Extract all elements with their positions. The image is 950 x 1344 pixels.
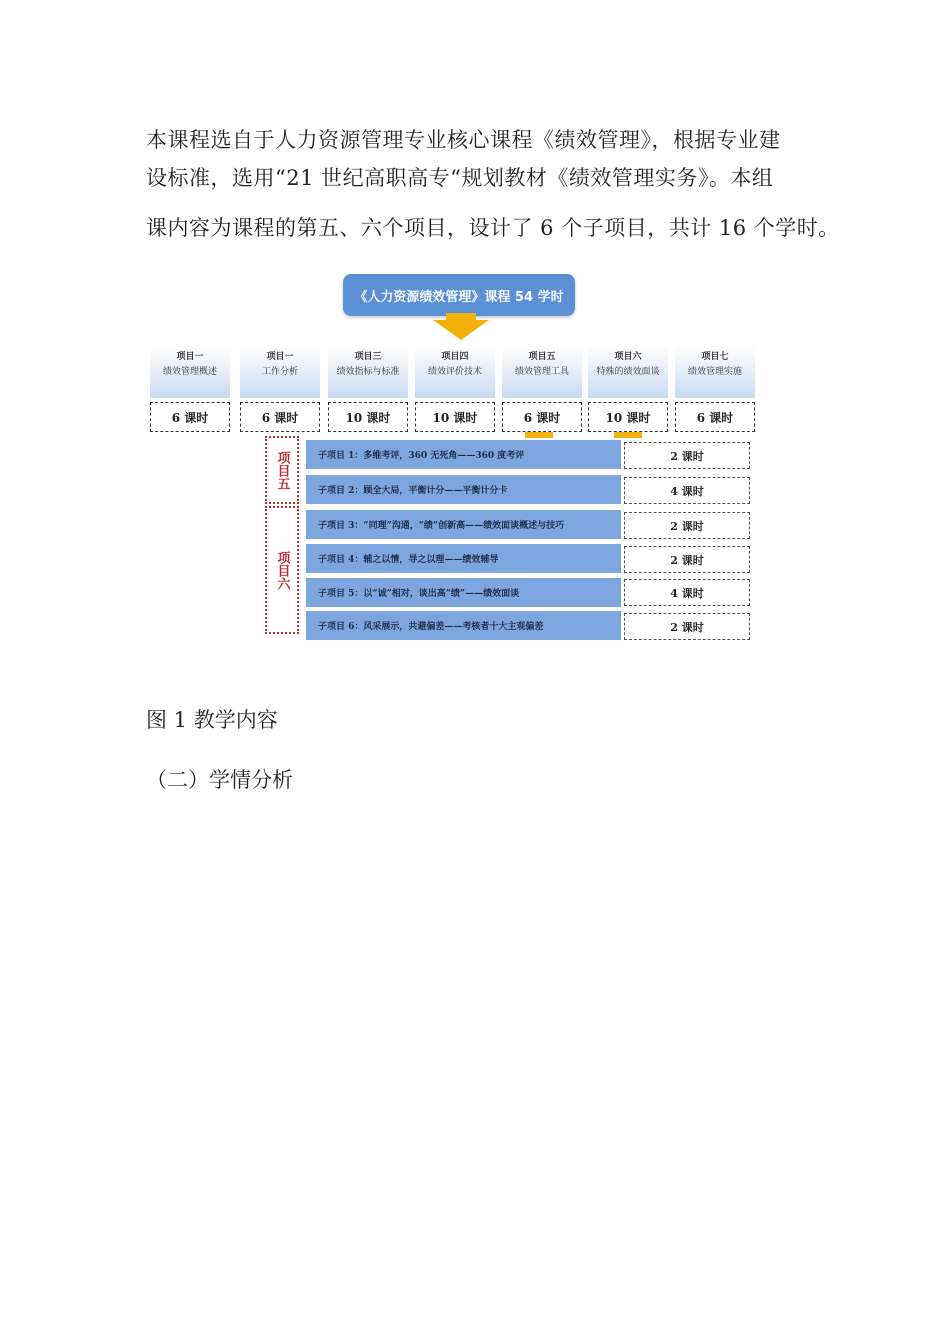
project-hours: 10 课时: [415, 402, 495, 432]
project-card: [415, 346, 495, 398]
paragraph-line: 本课程选自于人力资源管理专业核心课程《绩效管理》，根据专业建: [146, 128, 781, 152]
subproject-row: 子项目 4：辅之以情，导之以理——绩效辅导: [306, 544, 621, 573]
project-card: [328, 346, 408, 398]
subproject-hours: 2 课时: [624, 442, 750, 469]
course-title-box: 《人力资源绩效管理》课程 54 学时: [343, 274, 575, 316]
side-label-text: 项目六: [274, 550, 290, 590]
section-heading: （二）学情分析: [146, 768, 293, 792]
project-desc: 绩效管理概述: [162, 367, 217, 377]
subproject-hours: 2 课时: [624, 546, 750, 573]
subproject-hours: 2 课时: [624, 512, 750, 539]
highlight-marker: [614, 432, 642, 438]
subproject-hours: 2 课时: [624, 613, 750, 640]
project-desc: 绩效指标与标准: [336, 367, 400, 377]
subproject-hours: 4 课时: [624, 579, 750, 606]
figure-caption: 图 1 教学内容: [146, 708, 278, 732]
project-hours: 6 课时: [675, 402, 755, 432]
teaching-content-figure: [148, 268, 758, 643]
project-name: 项目五: [528, 352, 556, 362]
subproject-row: 子项目 2：顾全大局，平衡计分——平衡计分卡: [306, 475, 621, 504]
project-desc: 工作分析: [261, 367, 298, 377]
project-name: 项目七: [701, 352, 729, 362]
paragraph-line: 课内容为课程的第五、六个项目，设计了 6 个子项目，共计 16 个学时。: [146, 216, 840, 240]
project-desc: 绩效管理实施: [687, 367, 742, 377]
project-name: 项目六: [614, 352, 642, 362]
project-hours: 6 课时: [240, 402, 320, 432]
project-card: [240, 346, 320, 398]
subproject-row: 子项目 3：“同理”沟通，“绩”创新高——绩效面谈概述与技巧: [306, 510, 621, 539]
project-name: 项目一: [266, 352, 294, 362]
project-desc: 绩效评价技术: [427, 367, 482, 377]
project-name: 项目三: [354, 352, 382, 362]
project-five-label: [265, 436, 299, 504]
project-card: [150, 346, 230, 398]
subproject-hours: 4 课时: [624, 477, 750, 504]
project-desc: 绩效管理工具: [514, 367, 569, 377]
paragraph-line: 设标准，选用“21 世纪高职高专“规划教材《绩效管理实务》。本组: [146, 166, 774, 190]
project-card: [502, 346, 582, 398]
project-hours: 6 课时: [502, 402, 582, 432]
project-card: [588, 346, 668, 398]
subproject-row: 子项目 6：风采展示，共避偏差——考核者十大主观偏差: [306, 611, 621, 640]
highlight-marker: [525, 432, 553, 438]
project-six-label: [265, 506, 299, 634]
side-label-text: 项目五: [274, 450, 290, 490]
project-hours: 6 课时: [150, 402, 230, 432]
down-arrow-icon: [433, 320, 489, 340]
project-card: [675, 346, 755, 398]
subproject-row: 子项目 1：多维考评，360 无死角——360 度考评: [306, 440, 621, 469]
project-name: 项目一: [176, 352, 204, 362]
project-name: 项目四: [441, 352, 469, 362]
project-hours: 10 课时: [328, 402, 408, 432]
project-desc: 特殊的绩效面谈: [596, 367, 660, 377]
project-hours: 10 课时: [588, 402, 668, 432]
subproject-row: 子项目 5：以“诚”相对，谈出高“绩”——绩效面谈: [306, 578, 621, 607]
